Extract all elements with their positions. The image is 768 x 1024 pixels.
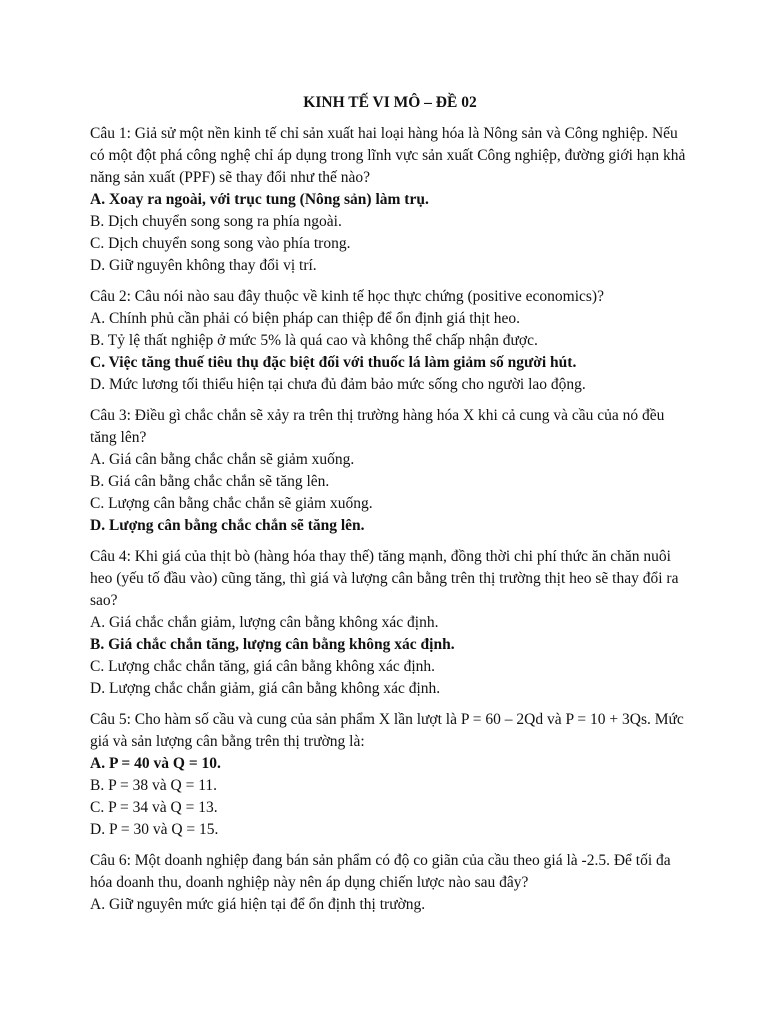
question-stem: Câu 5: Cho hàm số cầu và cung của sản phẩm X lần lượt là P = 60 – 2Qd và P = 10 + 3Qs. Mức giá và sản lượng cân bằng trên thị trường là: (90, 711, 684, 750)
option-c: C. Lượng chắc chắn tăng, giá cân bằng không xác định. (90, 658, 436, 675)
option-b: B. Giá cân bằng chắc chắn sẽ tăng lên. (90, 473, 330, 490)
option-d: D. P = 30 và Q = 15. (90, 821, 219, 838)
option-a-correct: A. Xoay ra ngoài, với trục tung (Nông sản) làm trụ. (90, 191, 429, 208)
option-a: A. Giá chắc chắn giảm, lượng cân bằng không xác định. (90, 614, 439, 631)
option-c: C. Lượng cân bằng chắc chắn sẽ giảm xuống. (90, 495, 373, 512)
question-5 (90, 709, 690, 841)
question-stem: Câu 2: Câu nói nào sau đây thuộc về kinh tế học thực chứng (positive economics)? (90, 288, 604, 305)
option-d-correct: D. Lượng cân bằng chắc chắn sẽ tăng lên. (90, 517, 365, 534)
document-title: KINH TẾ VI MÔ – ĐỀ 02 (303, 94, 477, 111)
question-stem: Câu 1: Giả sử một nền kinh tế chỉ sản xuất hai loại hàng hóa là Nông sản và Công nghiệp. Nếu có một đột phá công nghệ chỉ áp dụng trong lĩnh vực sản xuất Công nghiệp, đường giới hạn khả năng sản xuất (PPF) sẽ thay đổi như thế nào? (90, 125, 686, 186)
question-stem: Câu 6: Một doanh nghiệp đang bán sản phẩm có độ co giãn của cầu theo giá là -2.5. Để tối đa hóa doanh thu, doanh nghiệp này nên áp dụng chiến lược nào sau đây? (90, 852, 671, 891)
option-b: B. Tỷ lệ thất nghiệp ở mức 5% là quá cao và không thể chấp nhận được. (90, 332, 538, 349)
question-4 (90, 546, 690, 700)
question-6 (90, 850, 690, 916)
question-stem: Câu 3: Điều gì chắc chắn sẽ xảy ra trên thị trường hàng hóa X khi cả cung và cầu của nó đều tăng lên? (90, 407, 665, 446)
question-stem: Câu 4: Khi giá của thịt bò (hàng hóa thay thế) tăng mạnh, đồng thời chi phí thức ăn chăn nuôi heo (yếu tố đầu vào) cũng tăng, thì giá và lượng cân bằng trên thị trường thịt heo sẽ thay đổi ra sao? (90, 548, 679, 609)
option-c: C. P = 34 và Q = 13. (90, 799, 218, 816)
option-b: B. P = 38 và Q = 11. (90, 777, 217, 794)
option-b-correct: B. Giá chắc chắn tăng, lượng cân bằng không xác định. (90, 636, 455, 653)
option-a: A. Chính phủ cần phải có biện pháp can thiệp để ổn định giá thịt heo. (90, 310, 521, 327)
question-1 (90, 123, 690, 277)
option-d: D. Mức lương tối thiểu hiện tại chưa đủ đảm bảo mức sống cho người lao động. (90, 376, 586, 393)
document-page (90, 92, 690, 925)
option-c-correct: C. Việc tăng thuế tiêu thụ đặc biệt đối với thuốc lá làm giảm số người hút. (90, 354, 577, 371)
option-a: A. Giữ nguyên mức giá hiện tại để ổn định thị trường. (90, 896, 426, 913)
question-2 (90, 286, 690, 396)
question-3 (90, 405, 690, 537)
option-d: D. Lượng chắc chắn giảm, giá cân bằng không xác định. (90, 680, 441, 697)
option-a: A. Giá cân bằng chắc chắn sẽ giảm xuống. (90, 451, 355, 468)
option-b: B. Dịch chuyển song song ra phía ngoài. (90, 213, 342, 230)
option-d: D. Giữ nguyên không thay đổi vị trí. (90, 257, 317, 274)
option-a-correct: A. P = 40 và Q = 10. (90, 755, 221, 772)
option-c: C. Dịch chuyển song song vào phía trong. (90, 235, 351, 252)
